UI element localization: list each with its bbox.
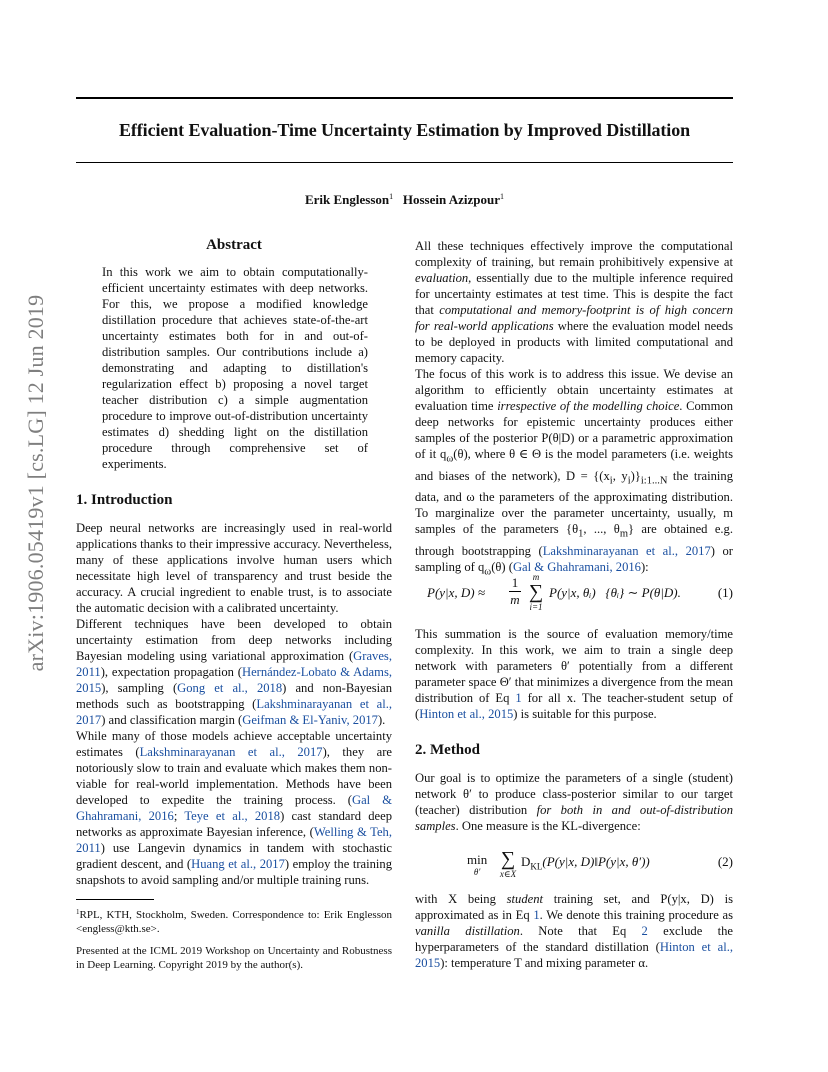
right-column-summation-paragraph bbox=[415, 626, 733, 722]
author-affiliation-mark: 1 bbox=[500, 192, 505, 201]
abstract-text: In this work we aim to obtain computationally-efficient uncertainty estimates with deep networks. For this, we propose a modified knowledge distillation procedure that achieves state-of-the-art uncertainty estimates both for in and out-of-distribution samples. Our contributions include a) demonstrating and adapting to distillation's regularization effect b) proposing a novel target teacher distribution c) a simple augmentation procedure to improve out-of-distribution uncertainty estimates d) shedding light on the distillation procedure through comprehensive set of experiments. bbox=[102, 265, 368, 471]
equation-reference[interactable]: 2 bbox=[641, 924, 648, 938]
author-name: Erik Englesson bbox=[304, 192, 390, 207]
equation-fraction bbox=[509, 575, 521, 608]
citation-link[interactable]: Lakshminarayanan et al., 2017 bbox=[76, 697, 392, 727]
section-heading-method: 2. Method bbox=[415, 742, 480, 758]
citation-link[interactable]: Welling & Teh, 2011 bbox=[76, 825, 392, 855]
equation-reference[interactable]: 1 bbox=[515, 691, 522, 705]
title-rule-bottom bbox=[76, 162, 733, 163]
paragraph: The focus of this work is to address this issue. We devise an algorithm to efficiently obtain uncertainty estimates at evaluation time irrespective of the modelling choice. Common deep networks for epistemic uncertainty produces either samples of the posterior P(θ|D) or a parametric approximation of it $q_\omega(\theta)$, where θ ∈ Θ is the model parameters (i.e. weights and biases of the network), $D = \{(x_i$, $y_i)\}_{i:1...N}$ the training data, and ω the parameters of the approximating distribution. To marginalize over the parameter uncertainty, usually, m samples of the parameters {$\theta_1$, ..., $\theta_m$} are obtained e.g. through bootstrapping (Lakshminarayanan et al., 2017) or sampling of $q_\omega(\theta)$ (Gal & Ghahramani, 2016): bbox=[415, 367, 734, 578]
paragraph: All these techniques effectively improve the computational complexity of training, but remain prohibitively expensive at evaluation, essentially due to the multiple inference required for uncertainty estimates at test time. This is despite the fact that computational and memory-footprint is of high concern for real-world applications where the evaluation model needs to be deployed in products with limited computational and memory capacity. bbox=[415, 239, 734, 365]
equation-number: (2) bbox=[717, 854, 733, 869]
equation-reference[interactable]: 1 bbox=[533, 908, 540, 922]
paragraph: This summation is the source of evaluation memory/time complexity. In this work, we aim to train a single deep network with parameters θ′ potentially from a different parameter space Θ′ that minimizes a divergence from the mean distribution of Eq 1 for all x. The teacher-student setup of (Hinton et al., 2015) is suitable for this purpose. bbox=[415, 627, 733, 721]
method-body bbox=[415, 770, 733, 834]
citation-link[interactable]: Geifman & El-Yaniv, 2017 bbox=[242, 713, 378, 727]
introduction-body bbox=[76, 520, 392, 888]
citation-link[interactable]: Huang et al., 2017 bbox=[191, 857, 285, 871]
right-column-intro bbox=[415, 238, 733, 580]
affiliation-footnote: $^1$RPL, KTH, Stockholm, Sweden. Correspondence to: Erik Englesson <engless@kth.se>. bbox=[76, 908, 392, 935]
min-operator: min θ′ bbox=[467, 852, 488, 877]
citation-link[interactable]: Hernández-Lobato & Adams, 2015 bbox=[76, 665, 392, 695]
author-affiliation-mark: 1 bbox=[389, 192, 394, 201]
paragraph: Different techniques have been developed to obtain uncertainty estimation from deep networks including Bayesian modeling using variational approximation (Graves, 2011), expectation propagation (Hernández-Lobato & Adams, 2015), sampling (Gong et al., 2018) and non-Bayesian methods such as bootstrapping (Lakshminarayanan et al., 2017) and classification margin (Geifman & El-Yaniv, 2017). bbox=[76, 617, 392, 727]
citation-link[interactable]: Teye et al., 2018 bbox=[184, 809, 281, 823]
equation-lhs: P(y|x, D) ≈ bbox=[427, 585, 485, 600]
paragraph: with X being student training set, and P(y|x, D) is approximated as in Eq 1. We denote this training procedure as vanilla distillation. Note that Eq 2 exclude the hyperparameters of the standard distillation (Hinton et al., 2015): temperature T and mixing parameter α. bbox=[415, 892, 733, 970]
citation-link[interactable]: Gal & Ghahramani, 2016 bbox=[76, 793, 392, 823]
equation-body: P(y|x, θᵢ) {θᵢ} ∼ P(θ|D). bbox=[549, 585, 681, 600]
citation-link[interactable]: Gal & Ghahramani, 2016 bbox=[512, 559, 641, 574]
fraction-denominator: m bbox=[510, 592, 520, 607]
citation-link[interactable]: Lakshminarayanan et al., 2017 bbox=[139, 745, 323, 759]
equation-1 bbox=[415, 573, 733, 617]
equation-number: (1) bbox=[717, 585, 733, 600]
equation-2 bbox=[415, 848, 733, 888]
paragraph: While many of those models achieve acceptable uncertainty estimates (Lakshminarayanan et al., 2017), they are notoriously slow to train and evaluate which makes them non-viable for real-world implementation. Methods have been developed to expedite the training process. (Gal & Ghahramani, 2016; Teye et al., 2018) cast standard deep networks as approximate Bayesian inference, (Welling & Teh, 2011) use Langevin dynamics in tandem with stochastic gradient descent, and (Huang et al., 2017) employ the training snapshots to avoid sampling and/or multiple training runs. bbox=[76, 729, 393, 887]
paper-title: Efficient Evaluation-Time Uncertainty Estimation by Improved Distillation bbox=[118, 120, 691, 140]
summation-symbol: ∑ x∈X bbox=[499, 848, 517, 879]
citation-link[interactable]: Hinton et al., 2015 bbox=[415, 940, 733, 970]
author-name: Hossein Azizpour bbox=[402, 192, 501, 207]
method-paragraph bbox=[415, 891, 733, 971]
equation-body: $D_{KL}(P(y|x$, D)‖P(y|x, θ′)) bbox=[521, 854, 650, 872]
arxiv-identifier-stamp: arXiv:1906.05419v1 [cs.LG] 12 Jun 2019 bbox=[23, 294, 48, 672]
author-line bbox=[76, 192, 733, 208]
citation-link[interactable]: Graves, 2011 bbox=[76, 649, 392, 679]
citation-link[interactable]: Hinton et al., 2015 bbox=[419, 707, 514, 721]
footnote-divider bbox=[76, 899, 154, 900]
abstract-heading: Abstract bbox=[206, 237, 262, 253]
summation-symbol: m ∑ i=1 bbox=[528, 572, 544, 612]
workshop-note: Presented at the ICML 2019 Workshop on Uncertainty and Robustness in Deep Learning. Copyright 2019 by the author(s). bbox=[76, 945, 392, 971]
paragraph: Our goal is to optimize the parameters of a single (student) network θ′ to produce class-posterior similar to our target (teacher) distribution for both in and out-of-distribution samples. One measure is the KL-divergence: bbox=[415, 771, 733, 833]
fraction-numerator: 1 bbox=[511, 575, 519, 590]
paragraph: Deep neural networks are increasingly used in real-world applications thanks to their impressive accuracy. Nevertheless, many of these applications involve human users which necessitate high level of transparency and trust beside the accuracy. A crucial ingredient to enable trust, is to associate the automatic decision with a calibrated uncertainty. bbox=[76, 521, 392, 615]
citation-link[interactable]: Gong et al., 2018 bbox=[177, 681, 283, 695]
citation-link[interactable]: Lakshminarayanan et al., 2017 bbox=[542, 543, 711, 558]
section-heading-introduction: 1. Introduction bbox=[76, 492, 173, 508]
title-rule-top bbox=[76, 97, 733, 99]
